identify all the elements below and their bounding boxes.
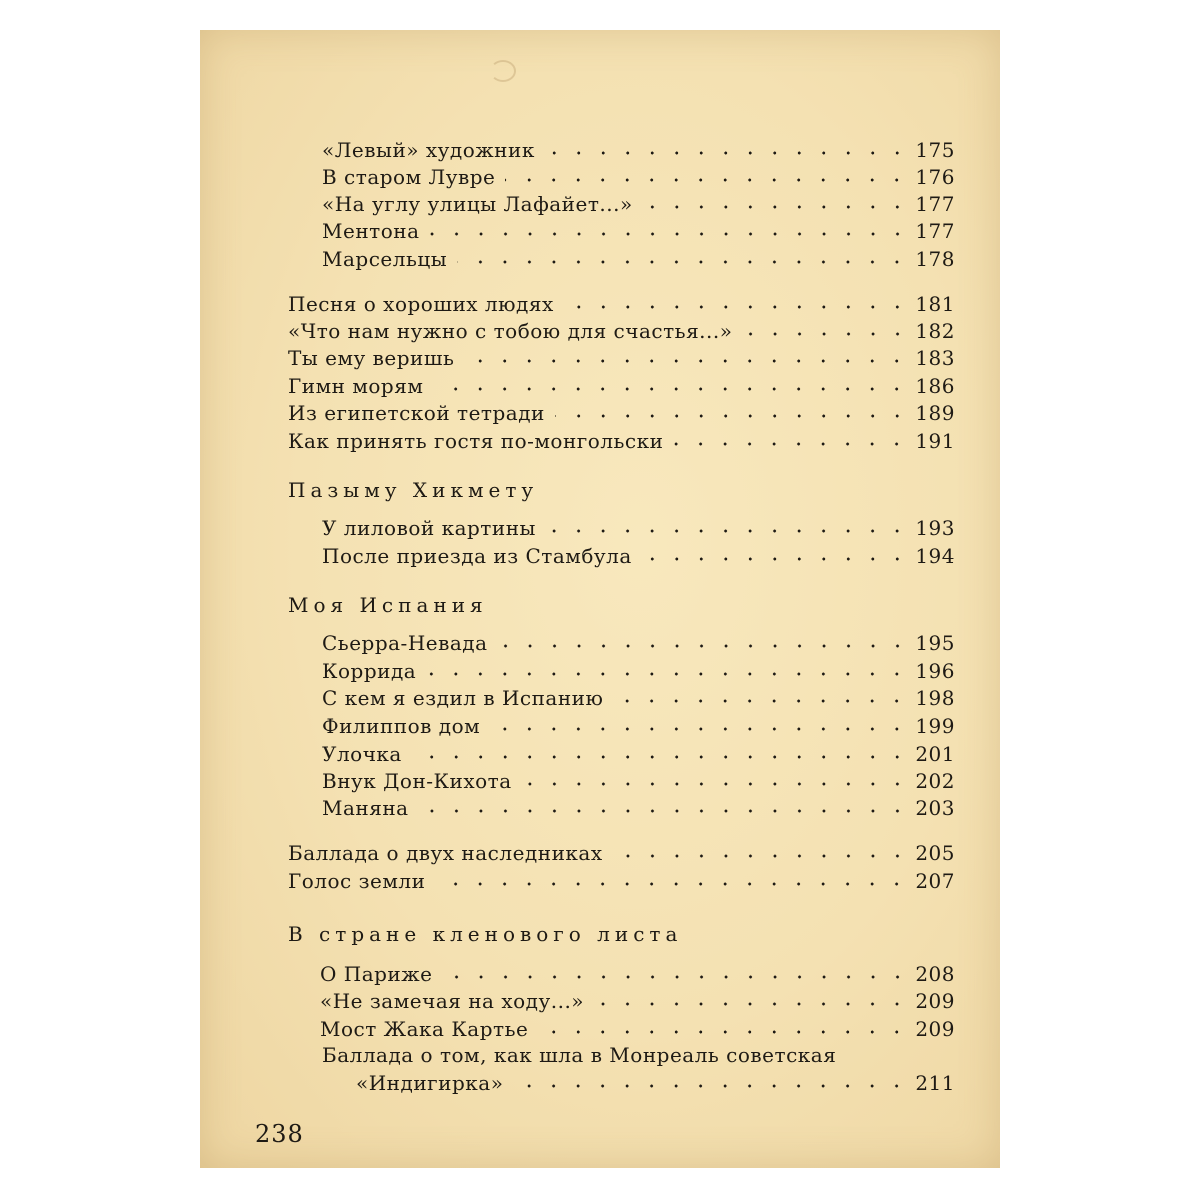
toc-entry <box>322 134 955 162</box>
toc-entry <box>288 315 955 343</box>
toc-entry <box>322 655 955 683</box>
toc-entry <box>288 370 955 398</box>
leader-dots <box>490 726 909 732</box>
leader-dots <box>505 177 909 183</box>
toc-entry-page: 183 <box>915 346 955 370</box>
toc-entry-title: С кем я ездил в Испанию <box>322 686 604 710</box>
toc-entry-page: 196 <box>915 659 955 683</box>
leader-dots <box>538 1029 909 1035</box>
page-number: 238 <box>255 1120 304 1148</box>
toc-entry <box>356 1067 955 1095</box>
toc-entry-title: После приезда из Стамбула <box>322 544 632 568</box>
toc-entry-title: Коррида <box>322 659 417 683</box>
toc-entry-page: 207 <box>915 869 955 893</box>
section-heading: В стране кленового листа <box>288 922 683 946</box>
toc-entry-page: 203 <box>915 796 955 820</box>
toc-entry-title: «Левый» художник <box>322 138 535 162</box>
toc-entry-title: Мост Жака Картье <box>320 1017 529 1041</box>
toc-entry-title: Ментона <box>322 219 420 243</box>
toc-entry <box>322 792 955 820</box>
toc-entry-page: 193 <box>915 516 955 540</box>
toc-entry-title: Марсельцы <box>322 247 448 271</box>
toc-entry-page: 181 <box>915 292 955 316</box>
toc-entry-title: Голос земли <box>288 869 426 893</box>
toc-entry <box>288 865 955 893</box>
leader-dots <box>613 698 909 704</box>
toc-entry <box>322 215 955 243</box>
toc-entry <box>288 425 955 453</box>
toc-entry-page: 209 <box>915 1017 955 1041</box>
toc-entry-title: Ты ему веришь <box>288 346 455 370</box>
toc-entry-title: Сьерра-Невада <box>322 631 488 655</box>
toc-entry <box>288 397 955 425</box>
toc-entry <box>322 710 955 738</box>
leader-dots <box>594 1001 909 1007</box>
toc-entry-page: 176 <box>915 165 955 189</box>
toc-entry <box>322 682 955 710</box>
leader-dots <box>412 754 909 760</box>
toc-entry-page: 201 <box>915 742 955 766</box>
toc-entry-page: 178 <box>915 247 955 271</box>
toc-entry-page: 209 <box>915 989 955 1013</box>
leader-dots <box>426 671 909 677</box>
toc-entry <box>288 342 955 370</box>
leader-dots <box>443 974 910 980</box>
toc-entry <box>320 985 955 1013</box>
toc-entry <box>322 243 955 271</box>
toc-entry-title: Филиппов дом <box>322 714 481 738</box>
toc-entry-page: 195 <box>915 631 955 655</box>
toc-entry-title: Песня о хороших людях <box>288 292 554 316</box>
toc-entry-page: 208 <box>915 962 955 986</box>
section-heading: Моя Испания <box>288 593 488 617</box>
leader-dots <box>546 528 909 534</box>
toc-entry-page: 182 <box>915 319 955 343</box>
toc-entry <box>322 540 955 568</box>
toc-entry-page: 211 <box>915 1071 955 1095</box>
toc-entry <box>322 765 955 793</box>
toc-entry-title: «Что нам нужно с тобою для счастья...» <box>288 319 733 343</box>
toc-entry-title: В старом Лувре <box>322 165 496 189</box>
toc-entry-page: 202 <box>915 769 955 793</box>
leader-dots <box>513 1083 909 1089</box>
leader-dots <box>743 331 910 337</box>
toc-entry <box>320 958 955 986</box>
leader-dots <box>498 643 910 649</box>
leader-dots <box>643 204 910 210</box>
toc-entry-page: 175 <box>915 138 955 162</box>
toc-entry <box>320 1013 955 1041</box>
leader-dots <box>545 150 909 156</box>
leader-dots <box>673 441 909 447</box>
toc-entry-page: 186 <box>915 374 955 398</box>
toc-entry-page: 198 <box>915 686 955 710</box>
toc-entry-title: Как принять гостя по-монгольски <box>288 429 664 453</box>
toc-entry-title: Баллада о двух наследниках <box>288 841 603 865</box>
toc-entry-page: 205 <box>915 841 955 865</box>
toc-entry-title: «Не замечая на ходу...» <box>320 989 585 1013</box>
toc-entry-title: Гимн морям <box>288 374 424 398</box>
toc-entry <box>288 837 955 865</box>
toc-entry <box>322 188 955 216</box>
toc-entry <box>322 738 955 766</box>
leader-dots <box>555 413 909 419</box>
toc-entry-page: 189 <box>915 401 955 425</box>
toc-entry <box>322 627 955 655</box>
section-heading: Пазыму Хикмету <box>288 478 539 502</box>
toc-entry <box>288 288 955 316</box>
toc-entry <box>322 161 955 189</box>
leader-dots <box>613 853 910 859</box>
leader-dots <box>522 781 910 787</box>
toc-entry-page: 177 <box>915 219 955 243</box>
toc-entry-page: 199 <box>915 714 955 738</box>
leader-dots <box>433 386 909 392</box>
toc-entry-title: Улочка <box>322 742 402 766</box>
toc-entry-title: Внук Дон-Кихота <box>322 769 512 793</box>
leader-dots <box>642 556 910 562</box>
toc-entry-title-line1: Баллада о том, как шла в Монреаль советская <box>322 1043 837 1067</box>
toc-entry-title: У лиловой картины <box>322 516 536 540</box>
toc-entry-title: «На углу улицы Лафайет...» <box>322 192 633 216</box>
leader-dots <box>457 259 909 265</box>
leader-dots <box>435 881 909 887</box>
toc-entry <box>322 512 955 540</box>
paper-scuff-mark <box>490 60 516 82</box>
toc-entry-title: О Париже <box>320 962 433 986</box>
leader-dots <box>419 808 910 814</box>
toc-entry-page: 177 <box>915 192 955 216</box>
leader-dots <box>464 358 909 364</box>
toc-entry-title: Маняна <box>322 796 409 820</box>
leader-dots <box>564 304 910 310</box>
leader-dots <box>430 231 910 237</box>
toc-entry-title: Из египетской тетради <box>288 401 545 425</box>
toc-entry-title: «Индигирка» <box>356 1071 504 1095</box>
toc-entry-page: 191 <box>915 429 955 453</box>
toc-entry-page: 194 <box>915 544 955 568</box>
